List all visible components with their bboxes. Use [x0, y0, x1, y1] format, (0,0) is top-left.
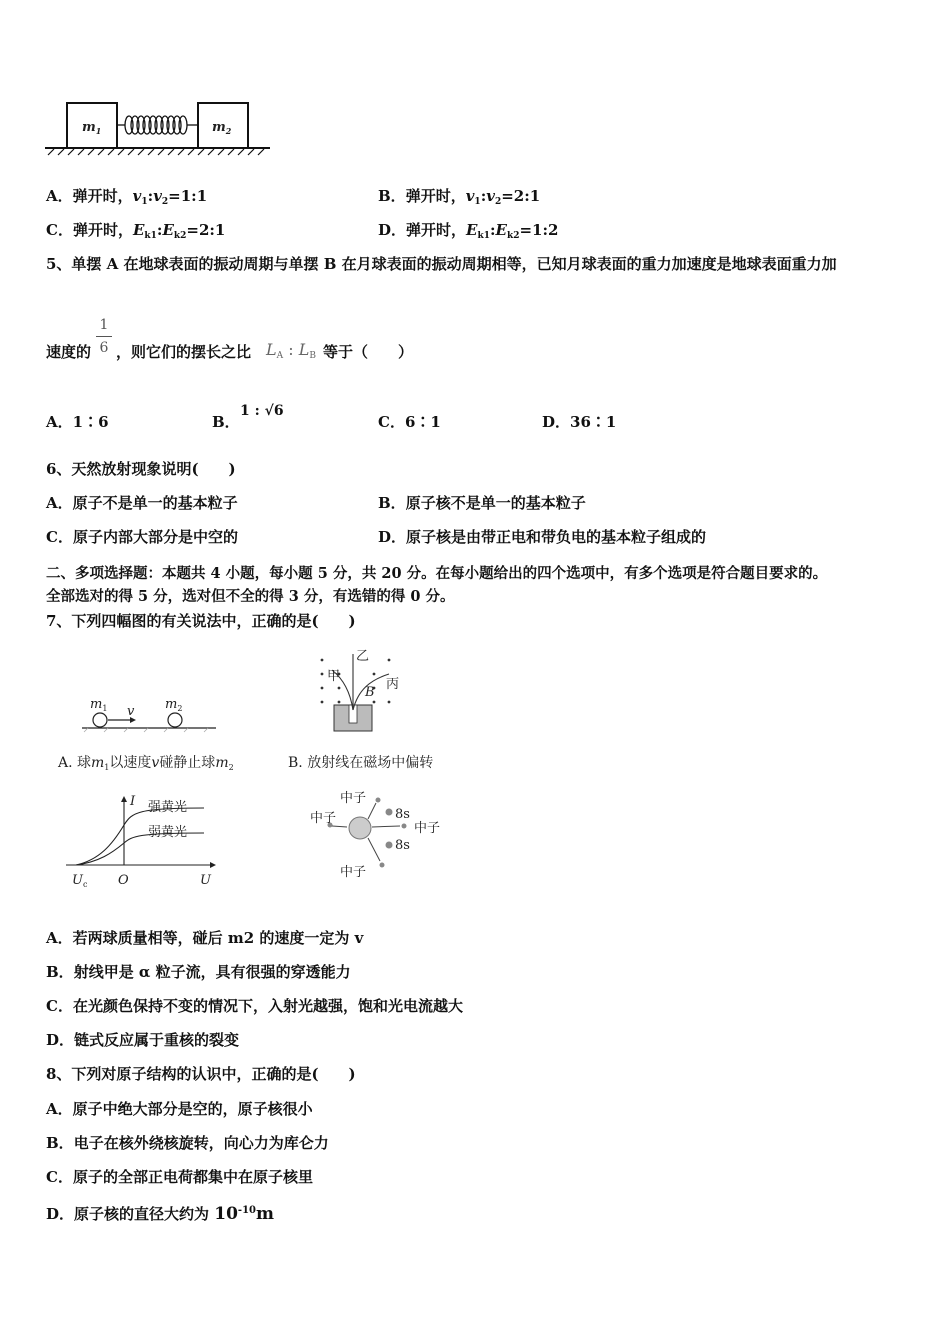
label-uc: $U_c$ — [72, 873, 88, 889]
nucleus-icon — [349, 817, 371, 839]
fig-a-v: v — [127, 704, 135, 719]
fig-a-caption: A. 球$m_1$以速度v碰静止球$m_2$ — [58, 755, 234, 772]
fig-b-radiation — [288, 649, 433, 771]
q5-stem-line1: 5、单摆 A 在地球表面的振动周期与单摆 B 在月球表面的振动周期相等，已知月球表面的重力加速度是地球表面重力加 — [46, 255, 837, 273]
fig-a-m2: $m_2$ — [165, 697, 183, 713]
ball-m2 — [168, 713, 182, 727]
ground-hatch-icon — [45, 148, 270, 155]
neutron-label-2: 中子 — [310, 811, 337, 826]
q5-option-a: A．1∶6 — [46, 413, 109, 431]
frac-numerator: 1 — [99, 317, 109, 333]
label-o: O — [118, 873, 129, 888]
q7-option-d: D．链式反应属于重核的裂变 — [46, 1031, 240, 1049]
ball-m1 — [93, 713, 107, 727]
q5-stem-pre: 速度的 — [46, 343, 92, 361]
neutron-label-3: 中子 — [414, 821, 441, 836]
ray-jia: 甲 — [327, 669, 341, 684]
ray-yi: 乙 — [356, 649, 370, 664]
neutron-label-4: 中子 — [340, 865, 367, 880]
q5-stem-mid: ，则它们的摆长之比 — [116, 343, 252, 361]
m1-label: $m_1$ — [82, 120, 102, 136]
q8-option-d: D．原子核的直径大约为 $10^{-10}m$ — [46, 1204, 274, 1224]
q8-option-b: B．电子在核外绕核旋转，向心力为库仑力 — [46, 1134, 329, 1152]
fig-d-fission — [310, 790, 440, 880]
section2-heading-line2: 全部选对的得 5 分，选对但不全的得 3 分，有选错的得 0 分。 — [46, 588, 455, 605]
m2-label: $m_2$ — [212, 120, 232, 136]
spring-icon — [117, 116, 198, 134]
q8-option-c: C．原子的全部正电荷都集中在原子核里 — [46, 1168, 313, 1186]
frac-bar — [96, 336, 112, 337]
section2-heading-line1: 二、多项选择题：本题共 4 小题，每小题 5 分，共 20 分。在每小题给出的四个选项中，有多个选项是符合题目要求的。 — [46, 565, 828, 582]
fig-b-caption: B. 放射线在磁场中偏转 — [288, 755, 434, 771]
q5-option-b-text: 1 : √6 — [240, 403, 284, 419]
fig-a-collision — [57, 697, 234, 772]
label-i: I — [130, 794, 136, 809]
q4-option-d: D．弹开时，$E_{k1}:E_{k2}=1:2$ — [378, 221, 559, 241]
q5-option-b-letter: B． — [212, 413, 240, 431]
q6-option-d: D．原子核是由带正电和带负电的基本粒子组成的 — [378, 528, 707, 546]
q4-option-b: B．弹开时，$v_1:v_2=2:1$ — [378, 187, 541, 207]
spring-blocks-figure — [40, 95, 275, 160]
fragment-label-2: 8s — [395, 838, 410, 853]
q8-option-a: A．原子中绝大部分是空的，原子核很小 — [46, 1100, 313, 1118]
q4-option-c: C．弹开时，$E_{k1}:E_{k2}=2:1$ — [46, 221, 226, 241]
q6-option-b: B．原子核不是单一的基本粒子 — [378, 494, 586, 512]
q5-ratio-expression: $L_A$ : $L_B$ — [266, 340, 316, 361]
label-u: U — [200, 873, 211, 888]
field-b: B — [365, 685, 375, 700]
ray-bing: 丙 — [386, 677, 400, 692]
q7-option-c: C．在光颜色保持不变的情况下，入射光越强，饱和光电流越大 — [46, 997, 463, 1015]
fig-a-m1: $m_1$ — [90, 697, 108, 713]
q6-option-c: C．原子内部大部分是中空的 — [46, 528, 238, 546]
q7-stem: 7、下列四幅图的有关说法中，正确的是( ) — [46, 612, 356, 630]
fragment-label-1: 8s — [395, 807, 410, 822]
q6-option-a: A．原子不是单一的基本粒子 — [46, 494, 238, 512]
q4-option-a: A．弹开时，$v_1:v_2=1:1$ — [46, 187, 208, 207]
q8-stem: 8、下列对原子结构的认识中，正确的是( ) — [46, 1065, 356, 1083]
frac-denominator: 6 — [99, 340, 109, 356]
label-weak-yellow: 弱黄光 — [148, 825, 188, 840]
fig-c-photocurrent — [66, 794, 216, 889]
q6-stem: 6、天然放射现象说明( ) — [46, 460, 236, 478]
q5-fraction — [96, 316, 112, 357]
q5-option-c: C．6∶1 — [378, 413, 441, 431]
label-strong-yellow: 强黄光 — [148, 800, 188, 815]
q7-figures — [44, 640, 484, 895]
q7-option-b: B．射线甲是 α 粒子流，具有很强的穿透能力 — [46, 963, 351, 981]
q7-option-a: A．若两球质量相等，碰后 m2 的速度一定为 v — [46, 929, 364, 947]
neutron-label-1: 中子 — [340, 791, 367, 806]
q5-option-d: D．36∶1 — [542, 413, 617, 431]
q5-stem-post: 等于（ ） — [323, 343, 414, 361]
